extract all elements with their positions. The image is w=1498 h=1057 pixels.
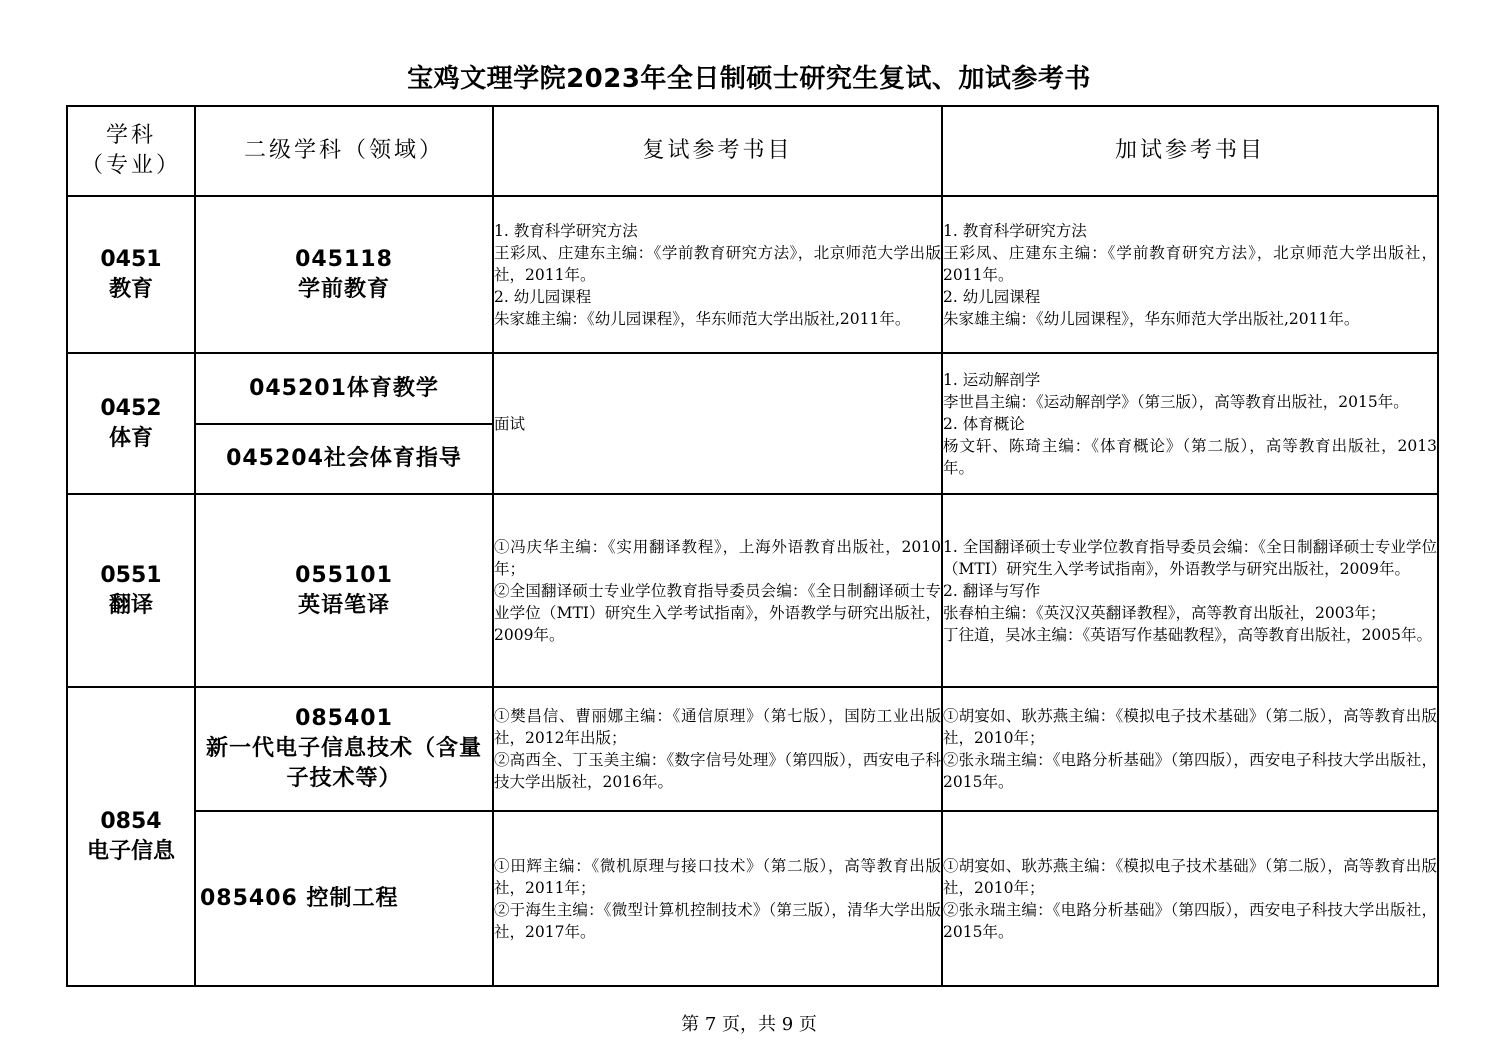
book-line: 1. 教育科学研究方法 xyxy=(943,221,1087,240)
book-line: 王彩凤、庄建东主编：《学前教育研究方法》，北京师范大学出版社，2011年。 xyxy=(943,243,1437,284)
table-row xyxy=(67,353,1438,424)
secondary-name: 英语笔译 xyxy=(297,592,390,618)
header-row xyxy=(67,106,1438,196)
secondary-name: 新一代电子信息技术（含量子技术等） xyxy=(205,736,482,791)
book-line: 朱家雄主编：《幼儿园课程》，华东师范大学出版社,2011年。 xyxy=(494,309,911,328)
header-extra-books: 加试参考书目 xyxy=(942,106,1438,196)
retest-books-cell xyxy=(493,811,942,986)
table-row xyxy=(67,687,1438,811)
extra-books-cell xyxy=(942,687,1438,811)
reference-book-table xyxy=(66,105,1439,987)
book-line: ②于海生主编：《微型计算机控制技术》（第三版），清华大学出版社，2017年。 xyxy=(494,900,941,941)
book-line: ①冯庆华主编：《实用翻译教程》，上海外语教育出版社，2010年； xyxy=(494,537,941,578)
extra-books-cell xyxy=(942,196,1438,353)
book-line: 面试 xyxy=(494,414,526,433)
page-title: 宝鸡文理学院2023年全日制硕士研究生复试、加试参考书 xyxy=(407,64,1091,94)
table-row xyxy=(67,811,1438,986)
subject-cell xyxy=(67,687,195,986)
page-footer: 第 7 页，共 9 页 xyxy=(681,1014,817,1035)
subject-cell xyxy=(67,196,195,353)
subject-name: 教育 xyxy=(108,276,153,302)
header-subject xyxy=(67,106,195,196)
book-line: 1. 运动解剖学 xyxy=(943,370,1041,389)
book-line: ①胡宴如、耿苏燕主编：《模拟电子技术基础》（第二版），高等教育出版社，2010年； xyxy=(943,856,1437,897)
table-row xyxy=(67,494,1438,687)
subject-code: 0451 xyxy=(100,246,162,272)
book-line: ②张永瑞主编：《电路分析基础》（第四版），西安电子科技大学出版社，2015年。 xyxy=(943,751,1437,791)
book-line: 2. 幼儿园课程 xyxy=(494,287,592,306)
subject-cell xyxy=(67,353,195,494)
subject-code: 0854 xyxy=(100,808,162,834)
subject-name: 体育 xyxy=(108,425,153,451)
secondary-cell: 045204社会体育指导 xyxy=(195,424,493,494)
extra-books-cell xyxy=(942,494,1438,687)
book-line: 2. 翻译与写作 xyxy=(943,581,1041,600)
book-line: 王彩凤、庄建东主编：《学前教育研究方法》，北京师范大学出版社，2011年。 xyxy=(494,243,941,284)
subject-cell xyxy=(67,494,195,687)
book-line: ①樊昌信、曹丽娜主编：《通信原理》（第七版），国防工业出版社，2012年出版； xyxy=(494,707,941,747)
book-line: ①田辉主编：《微机原理与接口技术》（第二版），高等教育出版社，2011年； xyxy=(494,856,941,897)
book-line: 李世昌主编：《运动解剖学》（第三版），高等教育出版社，2015年。 xyxy=(943,392,1409,411)
secondary-code: 085401 xyxy=(295,706,393,731)
header-secondary: 二级学科（领域） xyxy=(195,106,493,196)
subject-name: 电子信息 xyxy=(86,838,175,864)
retest-books-cell xyxy=(493,196,942,353)
book-line: 2. 幼儿园课程 xyxy=(943,287,1041,306)
book-line: 丁往道，吴冰主编：《英语写作基础教程》，高等教育出版社，2005年。 xyxy=(943,625,1432,644)
header-subject-line2: （专业） xyxy=(80,153,181,178)
header-retest-books: 复试参考书目 xyxy=(493,106,942,196)
book-line: ①胡宴如、耿苏燕主编：《模拟电子技术基础》（第二版），高等教育出版社，2010年； xyxy=(943,707,1437,747)
book-line: 朱家雄主编：《幼儿园课程》，华东师范大学出版社,2011年。 xyxy=(943,309,1360,328)
header-subject-line1: 学科 xyxy=(105,123,156,148)
extra-books-cell xyxy=(942,353,1438,494)
secondary-cell: 085406 控制工程 xyxy=(195,811,493,986)
subject-code: 0551 xyxy=(100,562,162,588)
retest-books-cell xyxy=(493,353,942,494)
book-line: 2. 体育概论 xyxy=(943,414,1025,433)
secondary-code: 045118 xyxy=(295,246,393,272)
subject-name: 翻译 xyxy=(108,592,153,618)
book-line: 杨文轩、陈琦主编：《体育概论》（第二版），高等教育出版社，2013年。 xyxy=(943,436,1437,477)
secondary-name: 学前教育 xyxy=(297,276,390,302)
retest-books-cell xyxy=(493,687,942,811)
extra-books-cell xyxy=(942,811,1438,986)
book-line: ②高西全、丁玉美主编：《数字信号处理》（第四版），西安电子科技大学出版社，2016年。 xyxy=(494,751,941,791)
secondary-cell: 045201体育教学 xyxy=(195,353,493,424)
retest-books-cell xyxy=(493,494,942,687)
book-line: ②全国翻译硕士专业学位教育指导委员会编：《全日制翻译硕士专业学位（MTI）研究生入学考试指南》，外语教学与研究出版社，2009年。 xyxy=(494,581,941,644)
book-line: 1. 全国翻译硕士专业学位教育指导委员会编：《全日制翻译硕士专业学位（MTI）研究生入学考试指南》，外语教学与研究出版社，2009年。 xyxy=(943,537,1437,578)
secondary-cell xyxy=(195,494,493,687)
table-row xyxy=(67,196,1438,353)
book-line: 1. 教育科学研究方法 xyxy=(494,221,638,240)
book-line: ②张永瑞主编：《电路分析基础》（第四版），西安电子科技大学出版社，2015年。 xyxy=(943,900,1437,941)
secondary-cell xyxy=(195,687,493,811)
secondary-cell xyxy=(195,196,493,353)
book-line: 张春柏主编：《英汉汉英翻译教程》，高等教育出版社，2003年； xyxy=(943,603,1386,622)
subject-code: 0452 xyxy=(100,395,162,421)
secondary-code: 055101 xyxy=(295,562,393,588)
